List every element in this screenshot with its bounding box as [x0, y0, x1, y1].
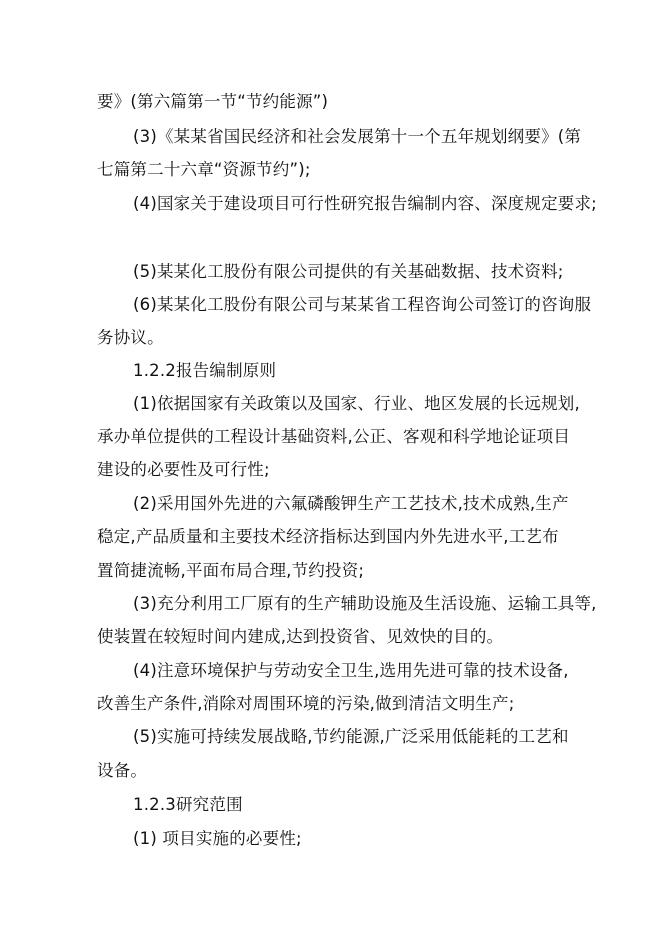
section-heading-1-2-3: 1.2.3研究范围: [133, 795, 243, 814]
text-line-7: 务协议。: [97, 328, 164, 347]
text-line-11: 建设的必要性及可行性;: [97, 460, 270, 479]
section-heading-1-2-2: 1.2.2报告编制原则: [133, 361, 277, 380]
text-line-16: 使装置在较短时间内建成,达到投资省、见效快的目的。: [97, 627, 504, 646]
text-line-18: 改善生产条件,消除对周围环境的污染,做到清洁文明生产;: [97, 694, 515, 713]
text-line-13: 稳定,产品质量和主要技术经济指标达到国内外先进水平,工艺布: [97, 527, 559, 546]
text-line-9: (1)依据国家有关政策以及国家、行业、地区发展的长远规划,: [133, 394, 580, 413]
text-line-20: 设备。: [97, 761, 148, 780]
text-line-4: (4)国家关于建设项目可行性研究报告编制内容、深度规定要求;: [133, 194, 597, 213]
text-line-17: (4)注意环境保护与劳动安全卫生,选用先进可靠的技术设备,: [133, 661, 569, 680]
text-line-3: 七篇第二十六章“资源节约”);: [97, 160, 311, 179]
text-line-14: 置简捷流畅,平面布局合理,节约投资;: [97, 561, 365, 580]
text-line-5: (5)某某化工股份有限公司提供的有关基础数据、技术资料;: [133, 262, 564, 281]
text-line-12: (2)采用国外先进的六氟磷酸钾生产工艺技术,技术成熟,生产: [133, 494, 569, 513]
text-line-1: 要》(第六篇第一节“节约能源”): [97, 92, 329, 111]
text-line-6: (6)某某化工股份有限公司与某某省工程咨询公司签订的咨询服: [133, 295, 592, 314]
text-line-10: 承办单位提供的工程设计基础资料,公正、客观和科学地论证项目: [97, 427, 571, 446]
text-line-19: (5)实施可持续发展战略,节约能源,广泛采用低能耗的工艺和: [133, 727, 569, 746]
text-line-22: (1) 项目实施的必要性;: [133, 829, 302, 848]
text-line-15: (3)充分利用工厂原有的生产辅助设施及生活设施、运输工具等,: [133, 594, 597, 613]
text-line-2: (3)《某某省国民经济和社会发展第十一个五年规划纲要》(第: [133, 127, 582, 146]
